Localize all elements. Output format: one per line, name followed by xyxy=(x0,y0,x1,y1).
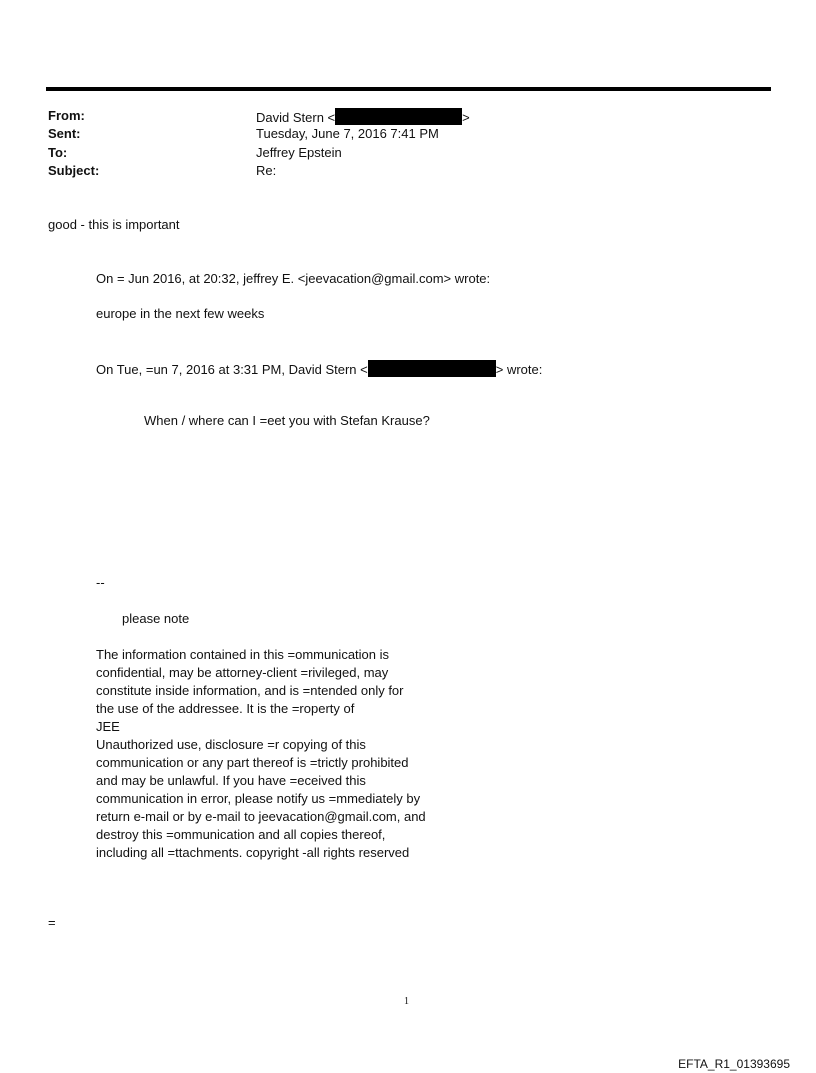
disclaimer-line: The information contained in this =ommunication is xyxy=(96,647,390,662)
to-label: To: xyxy=(48,145,68,160)
signature-separator: -- xyxy=(96,575,105,590)
quote2-header-pre: On Tue, =un 7, 2016 at 3:31 PM, David Stern < xyxy=(96,362,368,377)
quote2-header xyxy=(96,360,542,377)
from-value xyxy=(256,108,470,125)
subject-label: Subject: xyxy=(48,163,100,178)
subject-value: Re: xyxy=(256,163,277,178)
redaction-box xyxy=(368,360,496,377)
disclaimer-line: destroy this =ommunication and all copies thereof, xyxy=(96,827,386,842)
disclaimer-line: the use of the addressee. It is the =roperty of xyxy=(96,701,355,716)
reply-text: good - this is important xyxy=(48,217,180,232)
trailing-mark: = xyxy=(48,915,56,930)
disclaimer-line: confidential, may be attorney-client =rivileged, may xyxy=(96,665,389,680)
quote1-header: On = Jun 2016, at 20:32, jeffrey E. <jeevacation@gmail.com> wrote: xyxy=(96,271,491,286)
page-number: 1 xyxy=(404,996,409,1007)
document-id: EFTA_R1_01393695 xyxy=(678,1057,790,1071)
disclaimer-line: constitute inside information, and is =ntended only for xyxy=(96,683,404,698)
disclaimer-line: return e-mail or by e-mail to jeevacation@gmail.com, and xyxy=(96,809,426,824)
sent-label: Sent: xyxy=(48,126,81,141)
quote2-text: When / where can I =eet you with Stefan Krause? xyxy=(144,413,430,428)
disclaimer-line: and may be unlawful. If you have =eceived this xyxy=(96,773,366,788)
from-close: > xyxy=(462,110,470,125)
disclaimer-line: JEE xyxy=(96,719,120,734)
quote1-text: europe in the next few weeks xyxy=(96,306,265,321)
disclaimer-line: including all =ttachments. copyright -all rights reserved xyxy=(96,845,410,860)
header-rule xyxy=(46,87,771,91)
disclaimer xyxy=(96,646,496,862)
from-label: From: xyxy=(48,108,85,123)
disclaimer-line: Unauthorized use, disclosure =r copying of this xyxy=(96,737,366,752)
disclaimer-line: communication or any part thereof is =trictly prohibited xyxy=(96,755,409,770)
redaction-box xyxy=(335,108,462,125)
sent-value: Tuesday, June 7, 2016 7:41 PM xyxy=(256,126,439,141)
quote2-header-post: > wrote: xyxy=(495,362,543,377)
to-value: Jeffrey Epstein xyxy=(256,145,342,160)
please-note: please note xyxy=(122,611,190,626)
from-name: David Stern < xyxy=(256,110,336,125)
disclaimer-line: communication in error, please notify us =mmediately by xyxy=(96,791,421,806)
